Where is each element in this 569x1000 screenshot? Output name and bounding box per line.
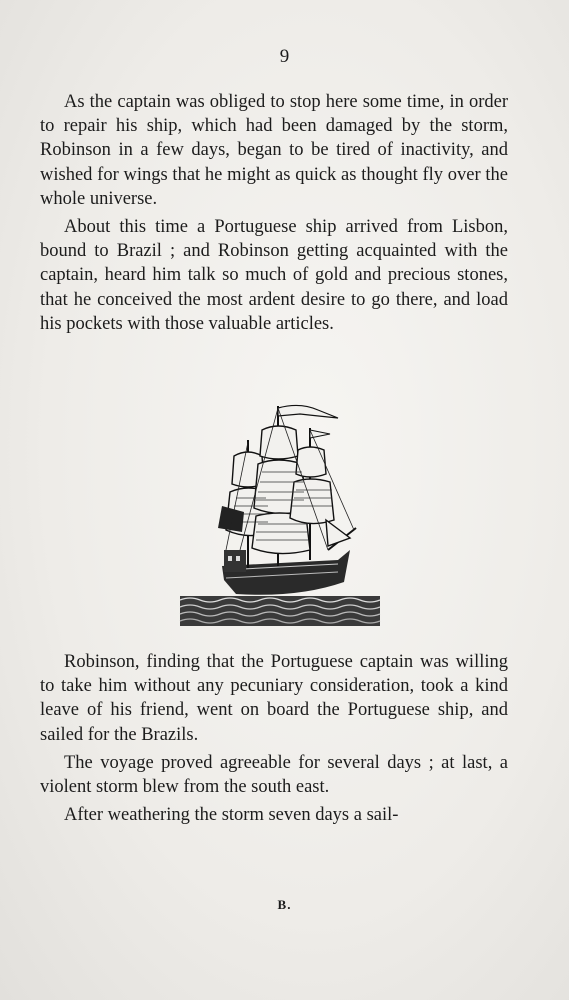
paragraph: The voyage proved agreeable for several days ; at last, a violent storm blew from the south east. (40, 752, 508, 798)
paragraph: As the captain was obliged to stop here some time, in order to repair his ship, which had been damaged by the storm, Robinson in a few days, began to be tired of inactivity, and wished for wings that he might as quick as thought fly over the whole universe. (40, 92, 508, 209)
text-block-bottom (40, 650, 508, 831)
paragraph: After weathering the storm seven days a sail- (64, 805, 399, 826)
paragraph: About this time a Portuguese ship arrived from Lisbon, bound to Brazil ; and Robinson getting acquainted with the captain, heard him talk so much of gold and precious stones, that he conceived the most ardent desire to go there, and load his pockets with those valuable articles. (40, 217, 508, 334)
sea-waves (180, 596, 380, 626)
sailing-ship-woodcut-icon (178, 400, 382, 632)
page-number: 9 (279, 46, 290, 67)
paragraph: Robinson, finding that the Portuguese captain was willing to take him without any pecuniary consideration, took a kind leave of his friend, went on board the Portuguese ship, and sailed for the Brazils. (40, 652, 508, 745)
signature-mark: B. (277, 897, 292, 912)
text-block-top (40, 90, 508, 340)
